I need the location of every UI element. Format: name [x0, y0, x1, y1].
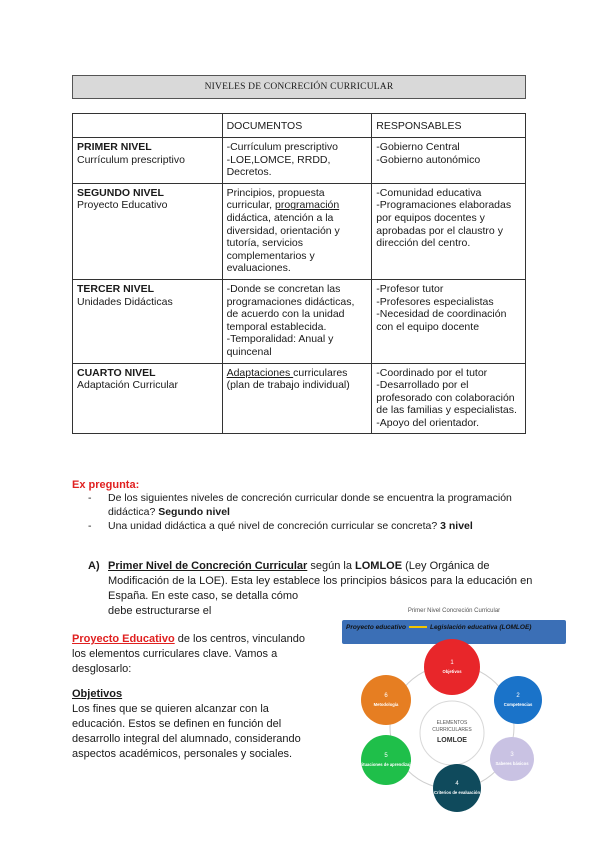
docs-line: -LOE,LOMCE, RRDD, [226, 153, 331, 166]
diagram-header-right: Legislación educativa (LOMLOE) [429, 624, 532, 631]
objetivos-title: Objetivos [72, 688, 123, 700]
resp-line: -Profesor tutor [376, 282, 444, 295]
center-line-3: LOMLOE [437, 737, 467, 744]
section-heading: Primer Nivel de Concreción Curricular [108, 560, 308, 572]
list-item [88, 520, 528, 534]
resp-cell [372, 363, 526, 434]
diagram-node-label: Objetivos [442, 669, 462, 674]
diagram-node [433, 764, 481, 812]
ex-pregunta-title: Ex pregunta: [72, 479, 140, 491]
diagram-node-number: 5 [384, 753, 388, 759]
level-name: TERCER NIVEL [77, 282, 155, 295]
docs-underlined: programación [275, 199, 340, 212]
header-cell-empty [73, 114, 223, 138]
level-sub: Unidades Didácticas [77, 295, 173, 308]
diagram-node [361, 735, 411, 785]
docs-line: -Currículum prescriptivo [226, 141, 339, 153]
resp-line: -Coordinado por el tutor [376, 366, 488, 379]
question-text: De los siguientes niveles de concreción curricular donde se encuentra la programación didáctica? [108, 492, 512, 518]
diagram-node-number: 3 [510, 752, 514, 758]
docs-line: -Donde se concretan las programaciones didácticas, de acuerdo con la unidad temporal establecida. [226, 282, 355, 333]
header-cell-responsables: RESPONSABLES [372, 114, 526, 138]
diagram-node [361, 675, 411, 725]
diagram-node-number: 2 [516, 693, 520, 699]
diagram-node-number: 6 [384, 693, 388, 699]
resp-line: -Gobierno Central [376, 141, 460, 153]
resp-line: -Apoyo del orientador. [376, 416, 480, 429]
dash-bullet: - [88, 492, 92, 504]
section-label: A) [88, 560, 100, 572]
section-text: según la [307, 560, 355, 572]
question-answer: Segundo nivel [158, 505, 230, 518]
proyecto-paragraph [72, 632, 317, 677]
section-text: debe estructurarse el [108, 605, 212, 617]
curricular-elements-diagram [340, 605, 568, 823]
resp-cell [372, 279, 526, 363]
question-text: Una unidad didáctica a qué nivel de concreción curricular se concreta? [108, 520, 441, 532]
docs-cell [222, 363, 372, 434]
level-name: CUARTO NIVEL [77, 366, 156, 379]
table-header-row [73, 114, 526, 138]
proyecto-text: de los centros, vinculando los elementos curriculares clave. Vamos a desglosarlo: [72, 633, 305, 675]
question-list [88, 492, 528, 535]
page-title: NIVELES DE CONCRECIÓN CURRICULAR [72, 75, 526, 99]
level-name: SEGUNDO NIVEL [77, 186, 164, 199]
diagram-node-label: Competencias [503, 702, 533, 707]
table-row [73, 363, 526, 434]
diagram-node-label: Criterios de evaluación [433, 790, 481, 795]
table-row [73, 183, 526, 279]
diagram-node [494, 676, 542, 724]
diagram-header-left: Proyecto educativo [346, 624, 406, 631]
resp-line: -Profesores especialistas [376, 295, 494, 308]
docs-text: didáctica, atención a la diversidad, orientación y tutoría, servicios complementarios y evaluaciones. [226, 211, 340, 275]
level-sub: Currículum prescriptivo [77, 153, 185, 166]
level-cell [73, 279, 223, 363]
diagram-node [490, 737, 534, 781]
diagram-node-number: 1 [450, 660, 454, 666]
center-circle [420, 701, 484, 765]
center-line-1: ELEMENTOS [436, 720, 468, 726]
diagram-node [424, 639, 480, 695]
level-sub: Adaptación Curricular [77, 379, 178, 392]
center-line-2: CURRICULARES [432, 727, 472, 733]
list-item [88, 492, 528, 519]
diagram-node-label: Metodología [373, 702, 399, 707]
resp-line: -Desarrollado por el profesorado con colaboración de las familias y especialistas. [376, 379, 517, 417]
diagram-svg [340, 605, 568, 823]
law-name: LOMLOE [355, 560, 403, 572]
resp-cell [372, 183, 526, 279]
docs-line: Decretos. [226, 166, 272, 179]
diagram-node-number: 4 [455, 781, 459, 787]
level-cell [73, 363, 223, 434]
diagram-subtitle: Primer Nivel Concreción Curricular [407, 608, 501, 614]
question-answer: 3 nivel [440, 520, 473, 532]
docs-cell [222, 183, 372, 279]
docs-cell [222, 138, 372, 184]
section-text: (Ley Orgánica de Modificación de la LOE). Esta ley establece los principios básicos para la educación en España. En este caso, se detalla cómo [108, 560, 533, 602]
table-row [73, 138, 526, 184]
objetivos-text: Los fines que se quieren alcanzar con la educación. Estos se definen en función del desarrollo integral del alumnado, considerando aspectos académicos, personales y sociales. [72, 703, 301, 760]
table-row [73, 279, 526, 363]
resp-line: -Gobierno autonómico [376, 153, 481, 166]
level-name: PRIMER NIVEL [77, 141, 152, 153]
level-cell [73, 138, 223, 184]
dash-bullet: - [88, 520, 92, 532]
diagram-node-label: Situaciones de aprendizaje [359, 762, 413, 767]
resp-line: -Necesidad de coordinación con el equipo docente [376, 308, 507, 333]
docs-text: Principios, propuesta curricular, [226, 186, 325, 212]
proyecto-educativo-link[interactable]: Proyecto Educativo [72, 633, 175, 645]
header-cell-documentos: DOCUMENTOS [222, 114, 372, 138]
resp-line: -Comunidad educativa [376, 186, 482, 199]
resp-line: -Programaciones elaboradas por equipos docentes y aprobadas por el claustro y dirección del centro. [376, 199, 512, 250]
diagram-node-label: Saberes básicos [495, 761, 529, 766]
level-sub: Proyecto Educativo [77, 199, 168, 212]
levels-table [72, 113, 526, 434]
resp-cell [372, 138, 526, 184]
level-cell [73, 183, 223, 279]
docs-cell [222, 279, 372, 363]
docs-text: curriculares (plan de trabajo individual) [226, 366, 350, 392]
docs-underlined: Adaptaciones [226, 366, 294, 379]
docs-line: -Temporalidad: Anual y quincenal [226, 333, 334, 358]
